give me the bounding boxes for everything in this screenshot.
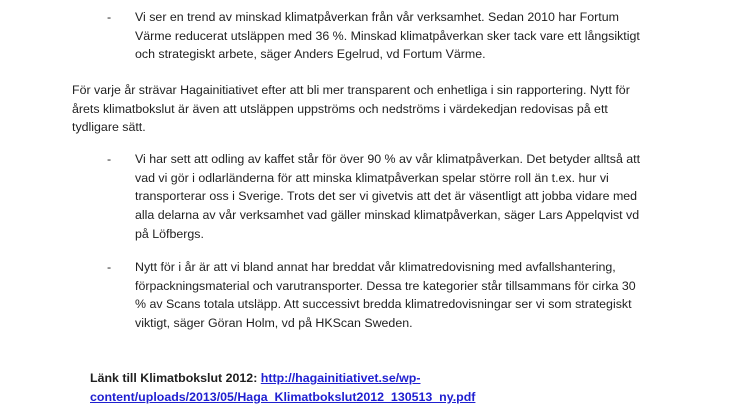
bullet-text xyxy=(135,258,667,333)
text-line: förpackningsmaterial och varutransporter. Dessa tre kategorier står tillsammans för cirka 30 xyxy=(135,278,636,293)
text-line: Nytt för i år är att vi bland annat har breddat vår klimatredovisning med avfallshantering, xyxy=(135,260,616,274)
report-link-url-part2[interactable]: content/uploads/2013/05/Haga_Klimatbokslut2012_130513_ny.pdf xyxy=(90,389,476,404)
text-line: Värme reducerat utsläppen med 36 %. Minskad klimatpåverkan sker tack vare ett långsiktigt xyxy=(135,28,640,43)
quote-bullet-hkscan xyxy=(107,258,667,333)
text-line: alla delarna av vår verksamhet vad gäller minskad klimatpåverkan, säger Lars Appelqvist vd xyxy=(135,208,640,223)
bullet-text xyxy=(135,8,667,64)
text-line: Vi ser en trend av minskad klimatpåverkan från vår verksamhet. Sedan 2010 har Fortum xyxy=(135,10,619,24)
text-line: För varje år strävar Hagainitiativet efter att bli mer transparent och enhetliga i sin rapportering. Nytt för xyxy=(72,83,630,97)
text-line: vad vi gör i odlarländerna för att minska klimatpåverkan spelar större roll än t.ex. hur vi xyxy=(135,170,609,185)
text-line: och strategiskt arbete, säger Anders Egelrud, vd Fortum Värme. xyxy=(135,47,486,62)
text-line: transporterar oss i Sverige. Trots det ser vi givetvis att det är väsentligt att jobba vidare med xyxy=(135,189,638,204)
text-line: tydligare sätt. xyxy=(72,120,146,135)
bullet-text xyxy=(135,150,667,244)
quote-bullet-fortum xyxy=(107,8,667,64)
body-paragraph xyxy=(72,81,672,137)
report-link-url-part1[interactable]: http://hagainitiativet.se/wp- xyxy=(260,371,421,385)
link-label: Länk till Klimatbokslut 2012: xyxy=(90,371,258,385)
text-line: årets klimatbokslut är även att utsläppen uppströms och nedströms i värdekedjan redovisas på ett xyxy=(72,101,608,116)
bullet-dash: - xyxy=(107,10,112,24)
text-line: viktigt, säger Göran Holm, vd på HKScan Sweden. xyxy=(135,316,413,331)
bullet-dash: - xyxy=(107,152,112,166)
text-line: på Löfbergs. xyxy=(135,226,204,241)
text-line: Vi har sett att odling av kaffet står för över 90 % av vår klimatpåverkan. Det betyder alltså att xyxy=(135,152,641,166)
quote-bullet-lofbergs xyxy=(107,150,667,244)
bullet-dash: - xyxy=(107,260,112,274)
text-line: % av Scans totala utsläpp. Att successivt bredda klimatredovisningar ser vi som strategiskt xyxy=(135,297,632,312)
report-link-block xyxy=(90,369,610,406)
